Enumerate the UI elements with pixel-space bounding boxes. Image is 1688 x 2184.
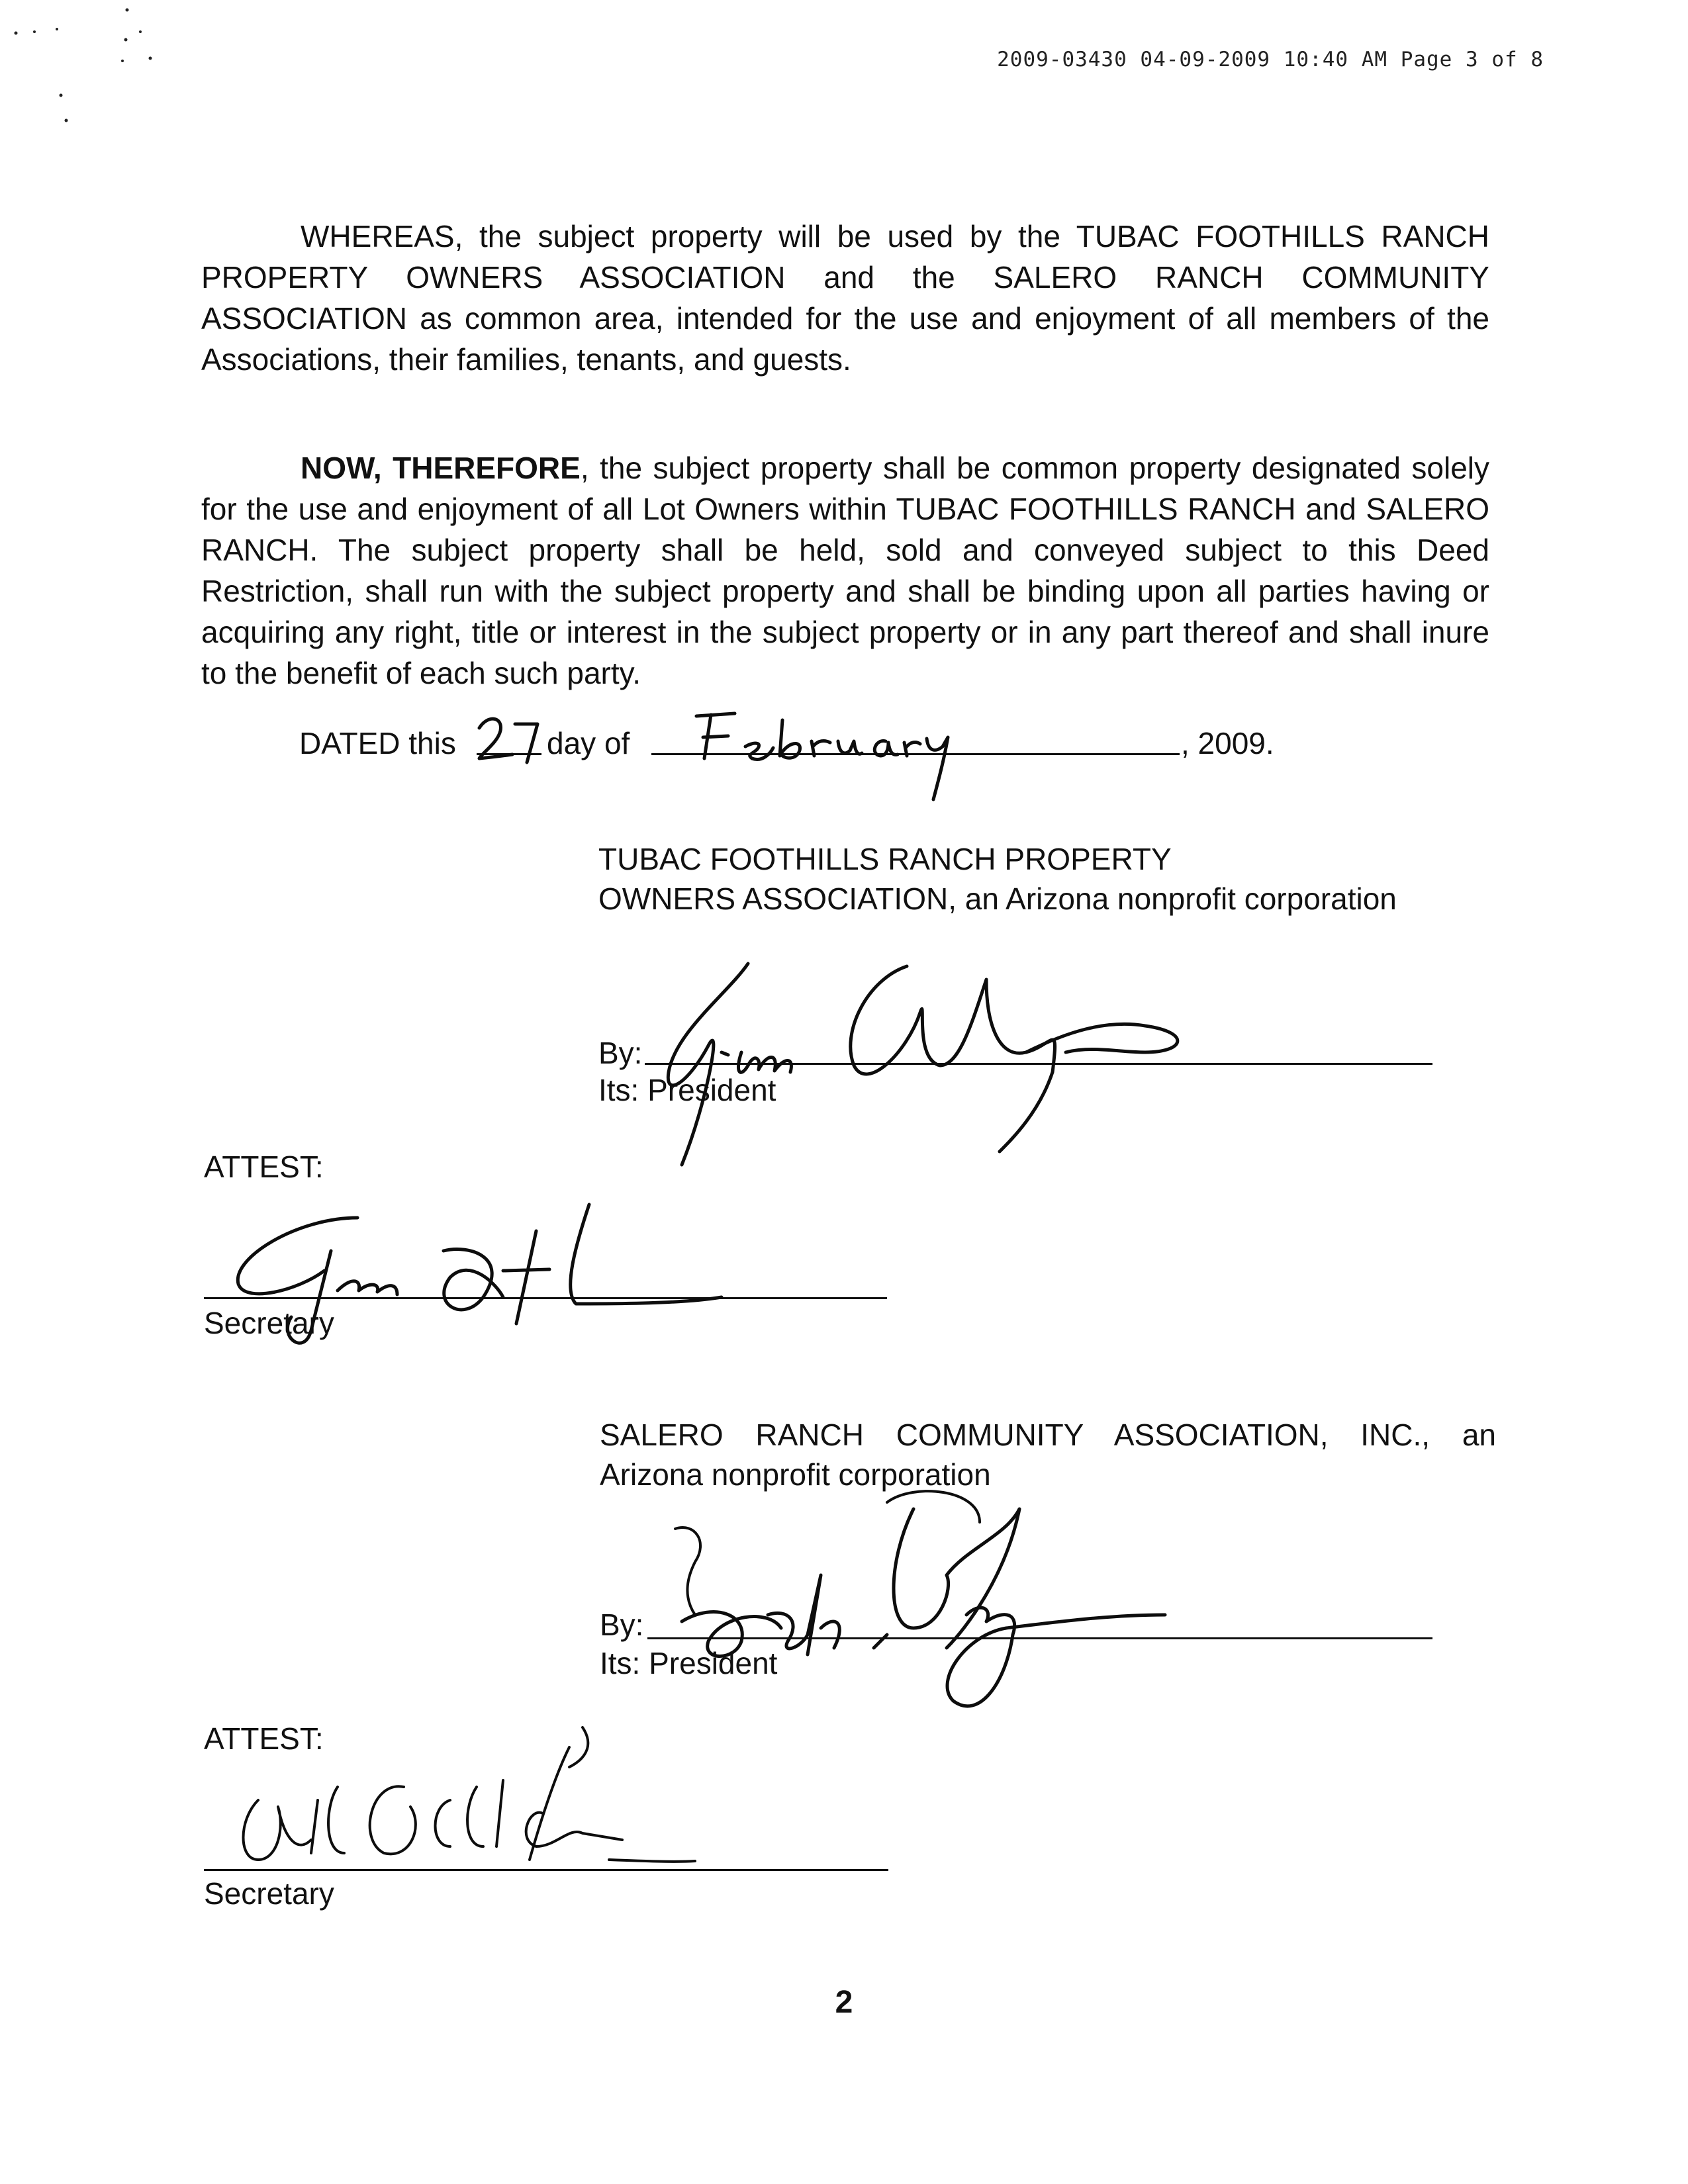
- tubac-name-line2: OWNERS ASSOCIATION, an Arizona nonprofit corporation: [598, 882, 1397, 916]
- fax-stamp: 2009-03430 04-09-2009 10:40 AM Page 3 of 8: [997, 48, 1544, 71]
- salero-president-signature-line: [647, 1637, 1432, 1639]
- therefore-text: , the subject property shall be common property designated solely for the use and enjoyment of all Lot Owners within TUBAC FOOTHILLS RANCH and SALERO RANCH. The subject property shall be held, sold and conveyed subject to this Deed Restriction, shall run with the subject property and shall be binding upon all parties having or acquiring any right, title or interest in the subject property or in any part thereof and shall inure to the benefit of each such party.: [201, 451, 1489, 690]
- tubac-president-signature: [629, 953, 1225, 1178]
- dated-prefix: DATED this: [299, 726, 456, 760]
- tubac-secretary-signature-line: [204, 1297, 887, 1299]
- day-line: [477, 753, 541, 755]
- salero-secretary-signature-line: [204, 1869, 888, 1871]
- salero-association-name: [600, 1415, 1496, 1494]
- tubac-attest-label: ATTEST:: [204, 1150, 324, 1184]
- handwritten-month: [688, 707, 966, 806]
- tubac-its-label: Its: President: [598, 1073, 776, 1107]
- handwritten-day: [474, 702, 547, 768]
- dated-year: , 2009.: [1181, 726, 1274, 760]
- scan-specks: [0, 0, 199, 146]
- salero-name-line1: SALERO RANCH COMMUNITY ASSOCIATION, INC., an: [600, 1418, 1496, 1452]
- whereas-paragraph: [201, 216, 1489, 380]
- tubac-secretary-label: Secretary: [204, 1306, 334, 1340]
- therefore-lead: NOW, THEREFORE: [301, 451, 581, 485]
- salero-president-signature: [635, 1482, 1231, 1734]
- whereas-text: WHEREAS, the subject property will be used by the TUBAC FOOTHILLS RANCH PROPERTY OWNERS ASSOCIATION and the SALERO RANCH COMMUNITY ASSOCIATION as common area, intended for the use and enjoyment of all members of the Associations, their families, tenants, and guests.: [201, 219, 1489, 377]
- tubac-name-line1: TUBAC FOOTHILLS RANCH PROPERTY: [598, 842, 1172, 876]
- tubac-association-name: [598, 839, 1397, 919]
- salero-by-label: By:: [600, 1608, 644, 1642]
- salero-secretary-label: Secretary: [204, 1876, 334, 1911]
- therefore-paragraph: [201, 447, 1489, 694]
- salero-name-line2: Arizona nonprofit corporation: [600, 1457, 991, 1492]
- tubac-president-signature-line: [645, 1063, 1432, 1065]
- salero-attest-label: ATTEST:: [204, 1721, 324, 1756]
- salero-its-label: Its: President: [600, 1646, 778, 1680]
- dated-middle: day of: [547, 726, 630, 760]
- page-number: 2: [835, 1985, 853, 2020]
- month-line: [651, 753, 1180, 755]
- tubac-by-label: By:: [598, 1036, 643, 1070]
